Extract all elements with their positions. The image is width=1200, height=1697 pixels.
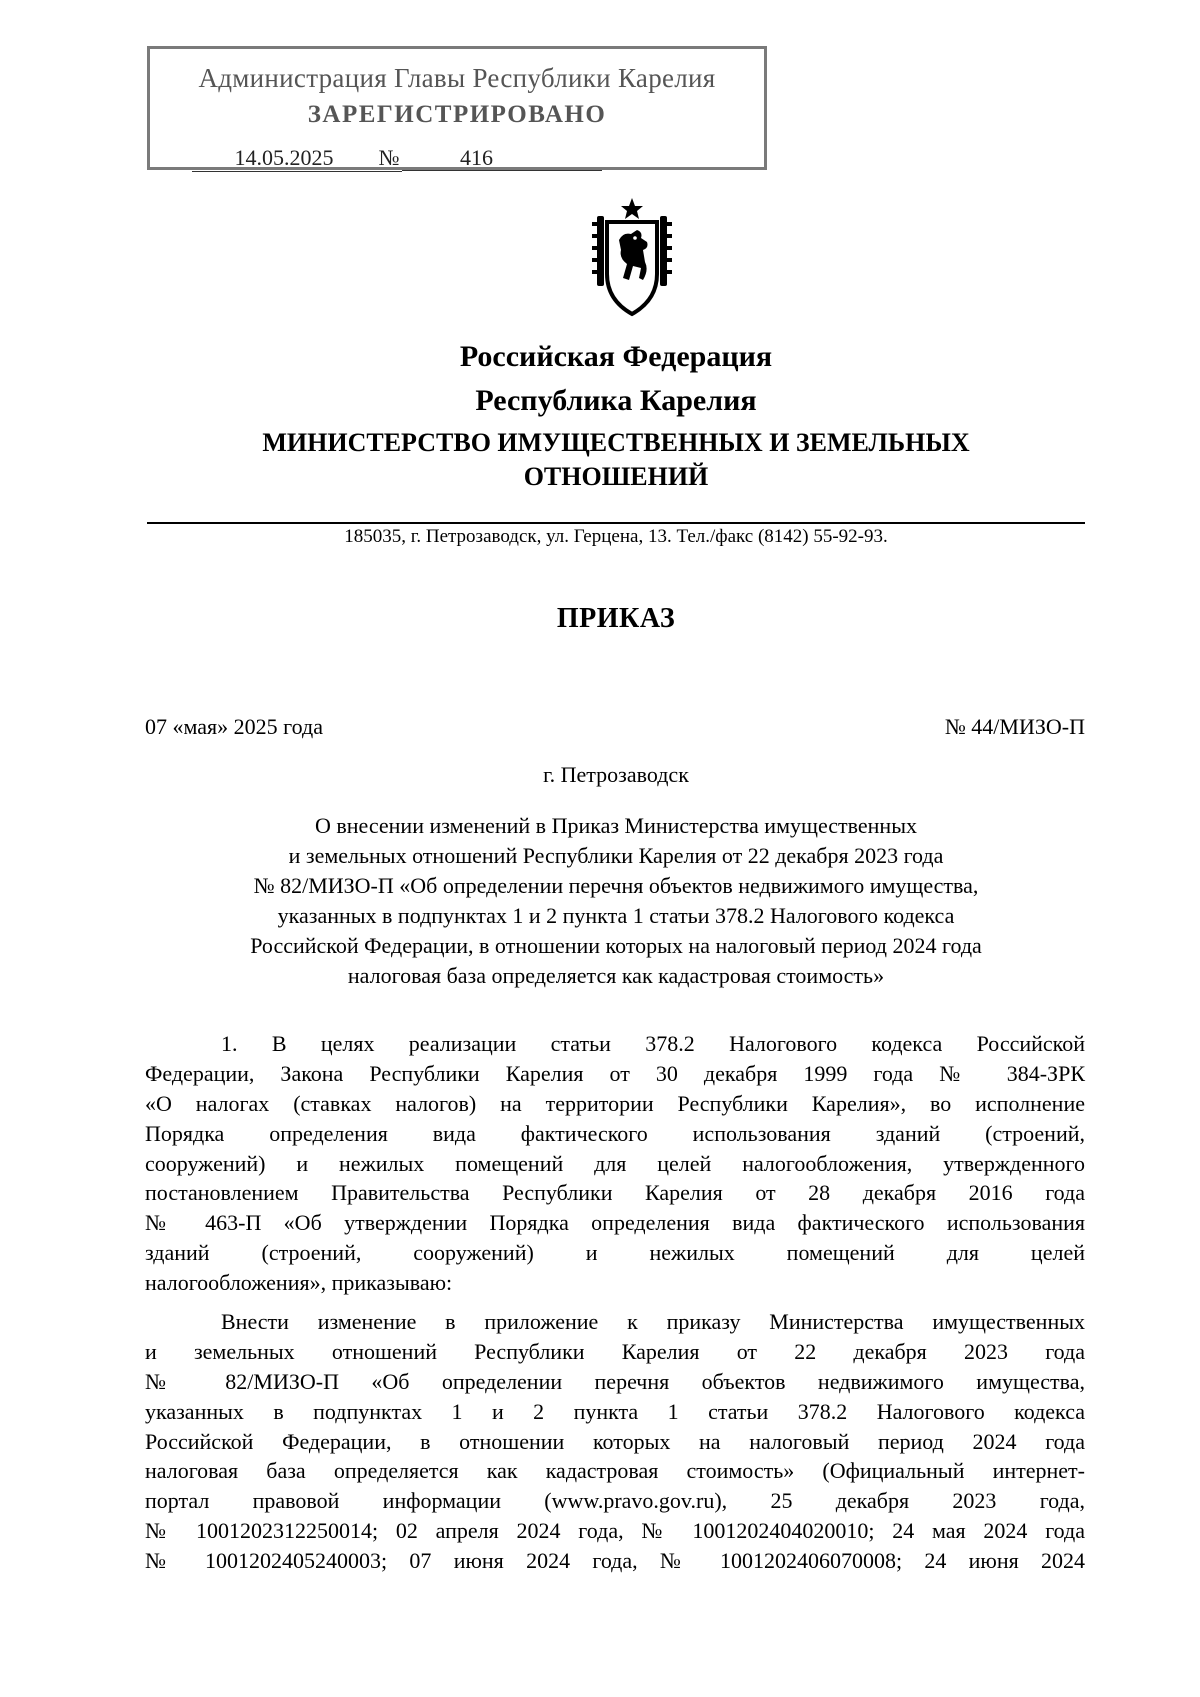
subject-line: О внесении изменений в Приказ Министерства имущественных [315, 813, 917, 838]
registration-stamp [147, 46, 767, 170]
country-title: Российская Федерация [459, 340, 773, 373]
document-city: г. Петрозаводск [543, 762, 689, 787]
paragraph-line: «О налогах (ставках налогов) на территории Республики Карелия», во исполнение [145, 1090, 1085, 1116]
ministry-title-line1: МИНИСТЕРСТВО ИМУЩЕСТВЕННЫХ И ЗЕМЕЛЬНЫХ [262, 428, 970, 457]
subject-line: указанных в подпунктах 1 и 2 пункта 1 статьи 378.2 Налогового кодекса [277, 903, 955, 928]
subject-line: и земельных отношений Республики Карелия от 22 декабря 2023 года [288, 843, 944, 868]
paragraph-line: налоговая база определяется как кадастровая стоимость» (Официальный интернет- [145, 1458, 1085, 1484]
paragraph-line: указанных в подпунктах 1 и 2 пункта 1 статьи 378.2 Налогового кодекса [145, 1398, 1085, 1424]
subject-line: Российской Федерации, в отношении которых на налоговый период 2024 года [250, 933, 982, 958]
document-date: 07 «мая» 2025 года [145, 714, 323, 739]
paragraph-line: № 1001202405240003; 07 июня 2024 года, № 1001202406070008; 24 июня 2024 [145, 1548, 1085, 1574]
stamp-number-sign: № [376, 145, 402, 172]
paragraph-line: портал правовой информации (www.pravo.gov.ru), 25 декабря 2023 года, [145, 1488, 1085, 1514]
document-type: ПРИКАЗ [556, 603, 676, 634]
paragraph-line: Федерации, Закона Республики Карелия от 30 декабря 1999 года № 384-ЗРК [145, 1060, 1085, 1086]
paragraph-line: зданий (строений, сооружений) и нежилых помещений для целей [145, 1240, 1085, 1266]
paragraph-line: Внести изменение в приложение к приказу Министерства имущественных [221, 1309, 1085, 1334]
region-title: Республика Карелия [475, 384, 757, 417]
ministry-title-line2: ОТНОШЕНИЙ [523, 462, 709, 491]
subject-line: налоговая база определяется как кадастровая стоимость» [347, 963, 885, 988]
paragraph-line: и земельных отношений Республики Карелия от 22 декабря 2023 года [145, 1338, 1085, 1364]
stamp-date: 14.05.2025 [192, 145, 376, 172]
document-number: № 44/МИЗО-П [944, 714, 1085, 739]
paragraph-line: Российской Федерации, в отношении которых на налоговый период 2024 года [145, 1428, 1085, 1454]
stamp-status: ЗАРЕГИСТРИРОВАНО [307, 101, 607, 128]
paragraph-line: Порядка определения вида фактического использования зданий (строений, [145, 1120, 1085, 1146]
stamp-number: 416 [402, 145, 602, 171]
paragraph-1 [145, 1029, 1085, 1298]
karelia-coat-of-arms-icon [589, 196, 675, 318]
paragraph-line: постановлением Правительства Республики Карелия от 28 декабря 2016 года [145, 1180, 1085, 1206]
ministry-address: 185035, г. Петрозаводск, ул. Герцена, 13. Тел./факс (8142) 55-92-93. [344, 526, 888, 547]
stamp-organization: Администрация Главы Республики Карелия [198, 63, 716, 93]
paragraph-line: сооружений) и нежилых помещений для целей налогообложения, утвержденного [145, 1150, 1085, 1176]
paragraph-line: № 463-П «Об утверждении Порядка определения вида фактического использования [145, 1210, 1085, 1236]
paragraph-line: № 1001202312250014; 02 апреля 2024 года, № 1001202404020010; 24 мая 2024 года [145, 1518, 1085, 1544]
paragraph-line: налогообложения», приказываю: [145, 1270, 453, 1296]
header-divider [147, 522, 1085, 524]
paragraph-line: № 82/МИЗО-П «Об определении перечня объектов недвижимого имущества, [145, 1368, 1085, 1394]
paragraph-2 [145, 1307, 1085, 1576]
paragraph-line: 1. В целях реализации статьи 378.2 Налогового кодекса Российской [221, 1031, 1085, 1056]
subject-line: № 82/МИЗО-П «Об определении перечня объектов недвижимого имущества, [253, 873, 979, 898]
ministry-title [147, 426, 1085, 494]
document-subject [147, 811, 1085, 991]
